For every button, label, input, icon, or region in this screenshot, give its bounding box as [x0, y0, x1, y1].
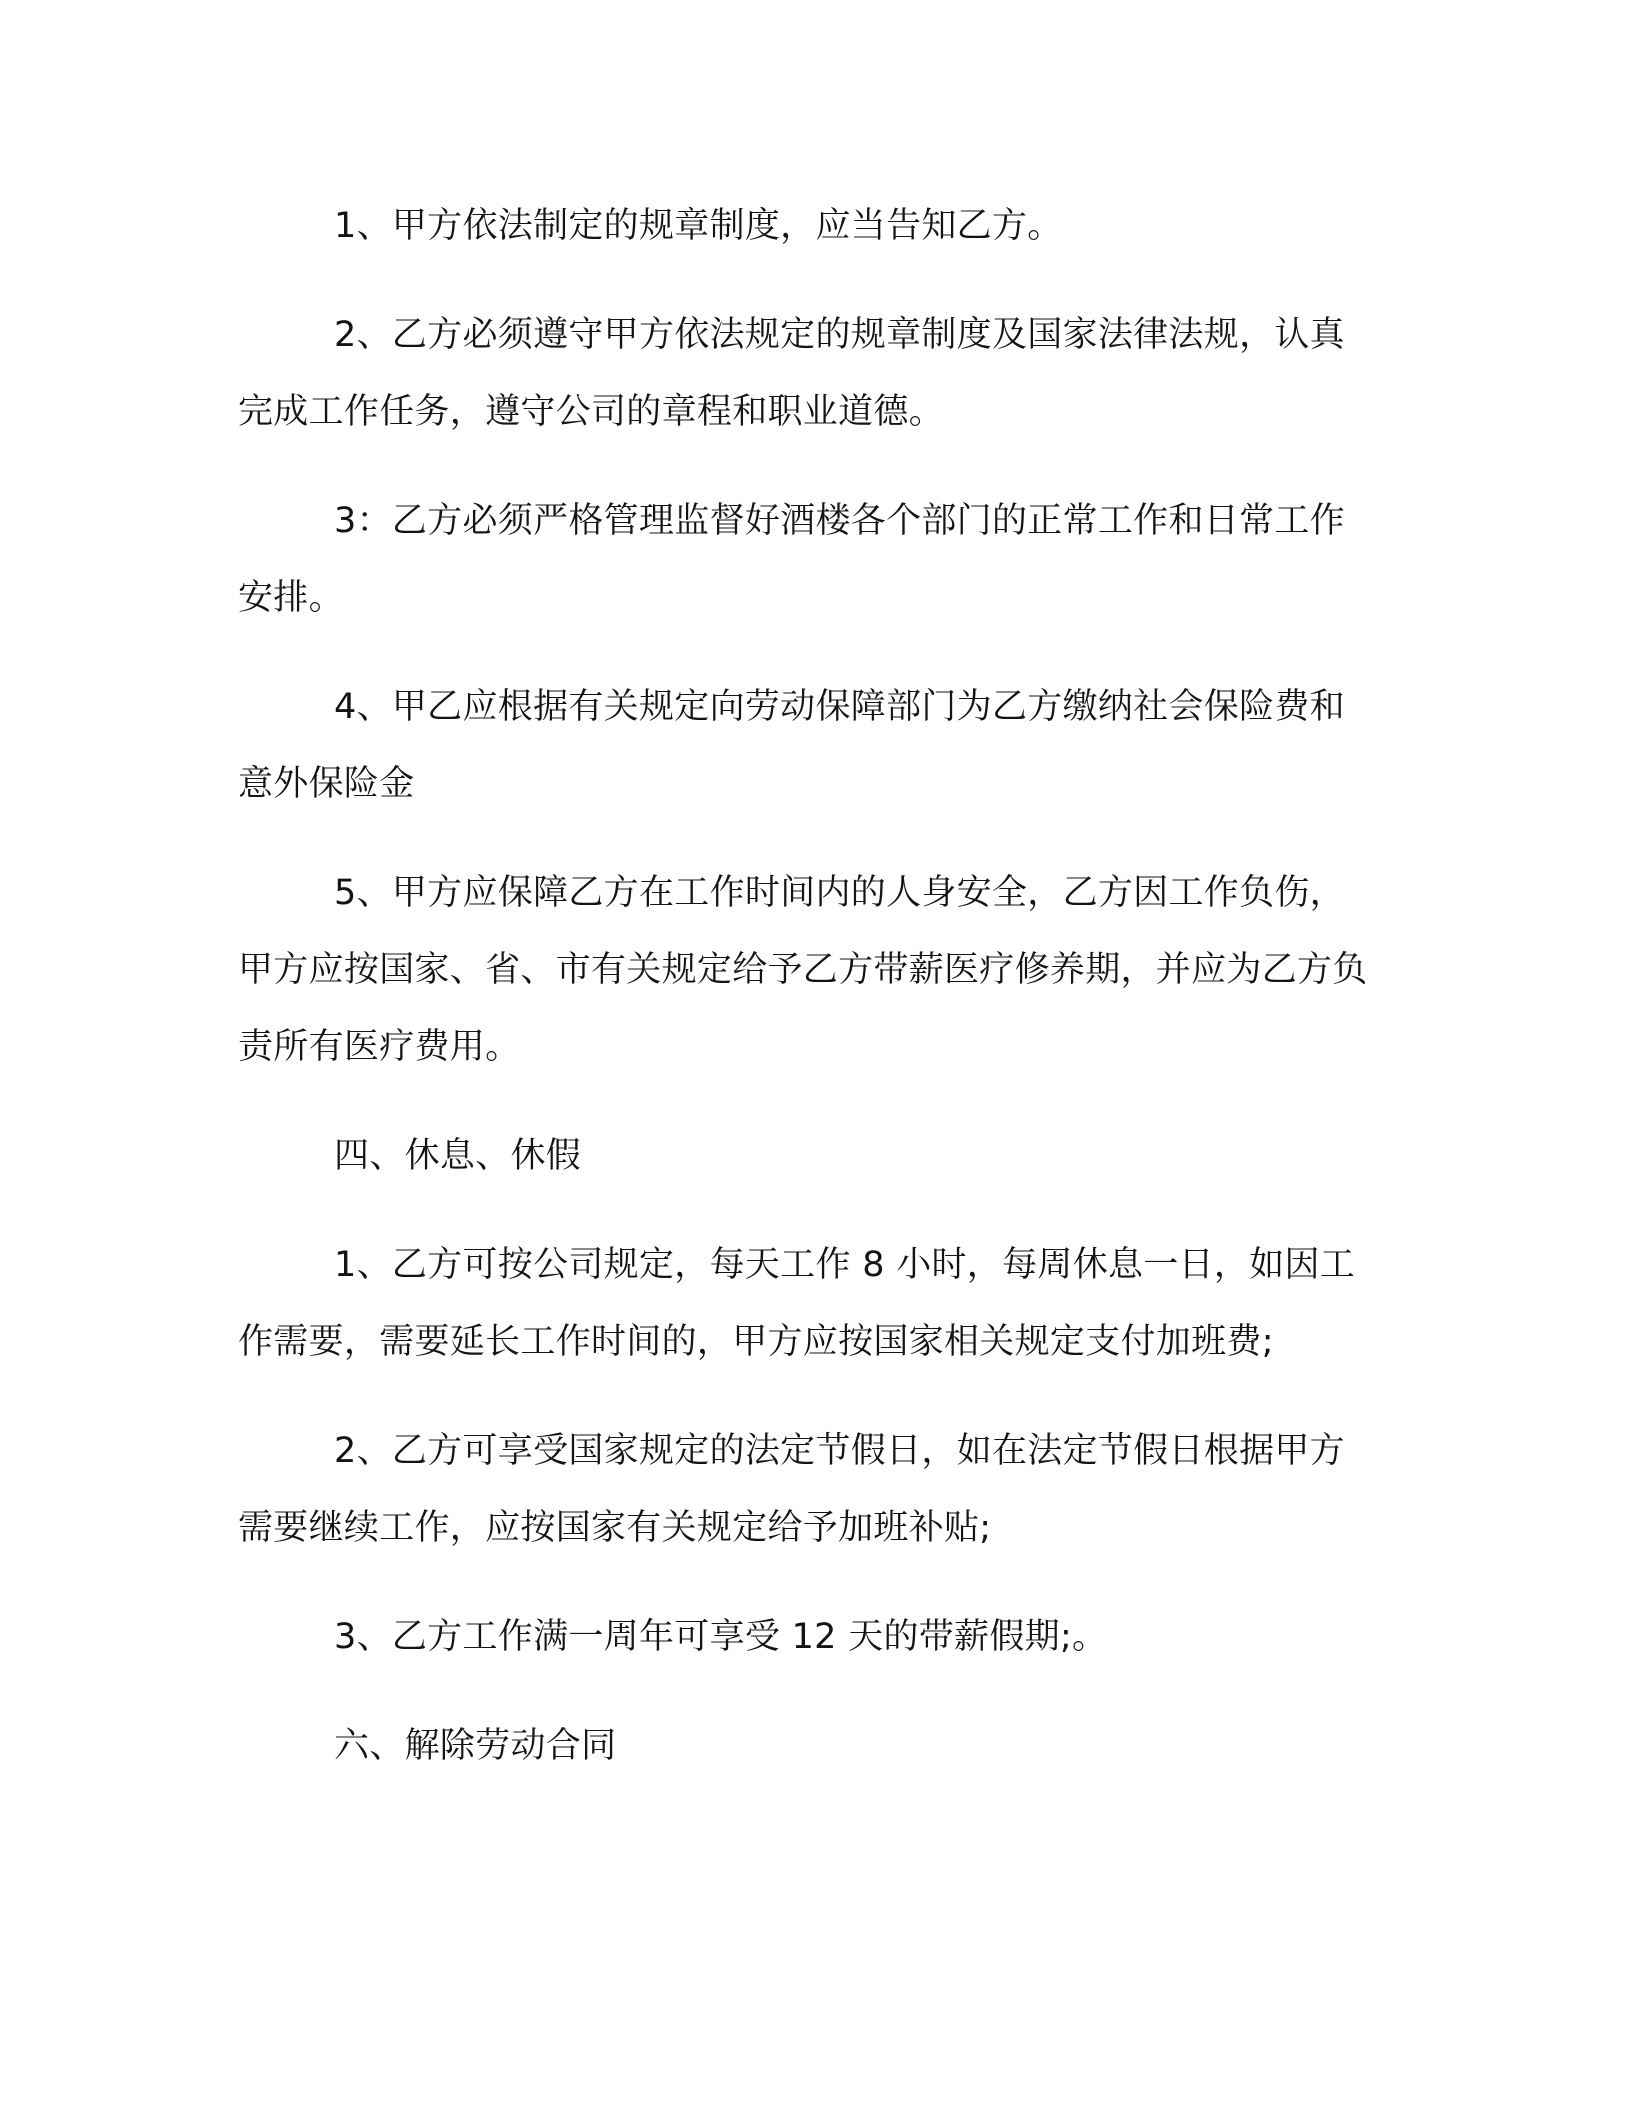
- section-heading-rest: 四、休息、休假: [334, 1136, 582, 1176]
- clause-comply-rules: 2、乙方必须遵守甲方依法规定的规章制度及国家法律法规，认真完成工作任务，遵守公司的章程和职业道德。: [238, 315, 1345, 432]
- clause-rules-notice: 1、甲方依法制定的规章制度，应当告知乙方。: [334, 206, 1063, 246]
- section-heading-termination: 六、解除劳动合同: [334, 1726, 617, 1766]
- clause-paid-leave: 3、乙方工作满一周年可享受 12 天的带薪假期;。: [334, 1617, 1108, 1657]
- document-page: [238, 188, 1370, 1817]
- clause-management: 3：乙方必须严格管理监督好酒楼各个部门的正常工作和日常工作安排。: [238, 501, 1345, 618]
- clause-working-hours: 1、乙方可按公司规定，每天工作 8 小时，每周休息一日，如因工作需要，需要延长工作时间的，甲方应按国家相关规定支付加班费;: [238, 1245, 1356, 1362]
- clause-safety: 5、甲方应保障乙方在工作时间内的人身安全，乙方因工作负伤，甲方应按国家、省、市有关规定给予乙方带薪医疗修养期，并应为乙方负责所有医疗费用。: [238, 873, 1368, 1067]
- clause-holidays: 2、乙方可享受国家规定的法定节假日，如在法定节假日根据甲方需要继续工作，应按国家有关规定给予加班补贴;: [238, 1431, 1345, 1548]
- clause-social-insurance: 4、甲乙应根据有关规定向劳动保障部门为乙方缴纳社会保险费和意外保险金: [238, 687, 1345, 804]
